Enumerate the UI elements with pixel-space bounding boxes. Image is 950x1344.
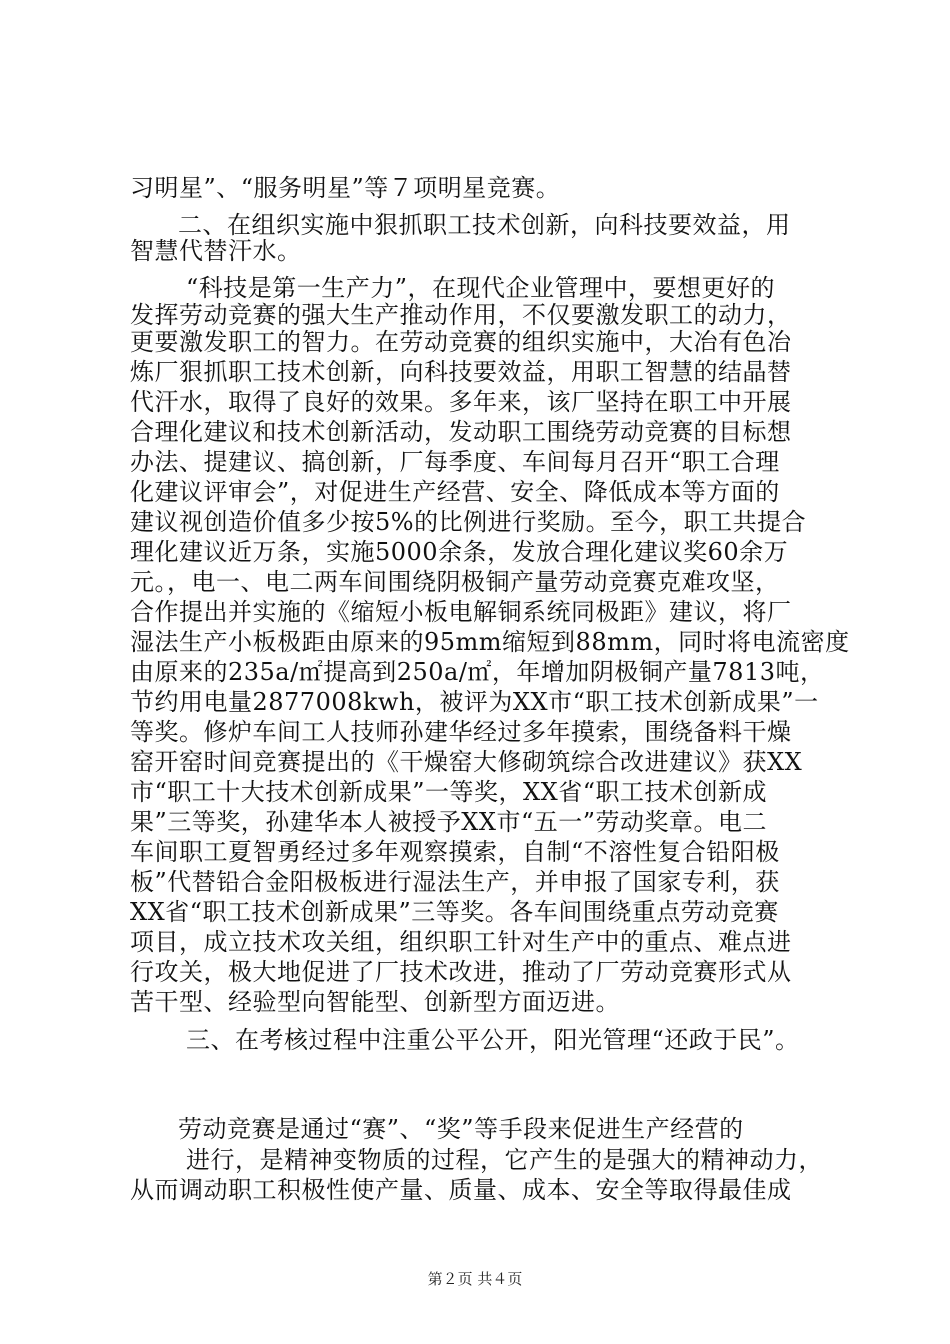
paragraph-line: 从而调动职工积极性使产量、质量、成本、安全等取得最佳成 bbox=[130, 1176, 792, 1204]
paragraph-line: 行攻关，极大地促进了厂技术改进，推动了厂劳动竞赛形式从 bbox=[130, 958, 792, 986]
section-heading-3: 三、在考核过程中注重公平公开，阳光管理“还政于民”。 bbox=[186, 1026, 800, 1054]
paragraph-line: 理化建议近万条，实施5000余条，发放合理化建议奖60余万 bbox=[130, 538, 789, 566]
paragraph-line: 习明星”、“服务明星”等７项明星竞赛。 bbox=[130, 174, 561, 202]
paragraph-line: 更要激发职工的智力。在劳动竞赛的组织实施中，大冶有色冶 bbox=[130, 328, 792, 356]
paragraph-line: “科技是第一生产力”，在现代企业管理中，要想更好的 bbox=[186, 274, 776, 302]
paragraph-line: 办法、提建议、搞创新，厂每季度、车间每月召开“职工合理 bbox=[130, 448, 780, 476]
paragraph-line: 建议视创造价值多少按5%的比例进行奖励。至今，职工共提合 bbox=[130, 508, 807, 536]
paragraph-line: 合作提出并实施的《缩短小板电解铜系统同极距》建议，将厂 bbox=[130, 598, 792, 626]
section-heading-2: 二、在组织实施中狠抓职工技术创新，向科技要效益，用 bbox=[178, 211, 791, 239]
section-heading-2-cont: 智慧代替汗水。 bbox=[130, 237, 302, 265]
paragraph-line: 项目，成立技术攻关组，组织职工针对生产中的重点、难点进 bbox=[130, 928, 792, 956]
paragraph-line: 合理化建议和技术创新活动，发动职工围绕劳动竞赛的目标想 bbox=[130, 418, 792, 446]
paragraph-line: 由原来的235a/㎡提高到250a/㎡，年增加阴极铜产量7813吨， bbox=[130, 658, 825, 686]
paragraph-line: 湿法生产小板极距由原来的95mm缩短到88mm，同时将电流密度 bbox=[130, 628, 850, 656]
paragraph-line: 节约用电量2877008kwh，被评为XX市“职工技术创新成果”一 bbox=[130, 688, 819, 716]
paragraph-line: 车间职工夏智勇经过多年观察摸索，自制“不溶性复合铅阳极 bbox=[130, 838, 780, 866]
paragraph-line: 等奖。修炉车间工人技师孙建华经过多年摸索，围绕备料干燥 bbox=[130, 718, 792, 746]
paragraph-line: 化建议评审会”，对促进生产经营、安全、降低成本等方面的 bbox=[130, 478, 780, 506]
paragraph-line: 苦干型、经验型向智能型、创新型方面迈进。 bbox=[130, 988, 620, 1016]
paragraph-line: 发挥劳动竞赛的强大生产推动作用，不仅要激发职工的动力， bbox=[130, 301, 792, 329]
paragraph-line: 板”代替铅合金阳极板进行湿法生产，并申报了国家专利，获 bbox=[130, 868, 780, 896]
page-number-footer: 第２页 共４页 bbox=[427, 1270, 523, 1288]
paragraph-line: XX省“职工技术创新成果”三等奖。各车间围绕重点劳动竞赛 bbox=[130, 898, 779, 926]
paragraph-line: 炼厂狠抓职工技术创新，向科技要效益，用职工智慧的结晶替 bbox=[130, 358, 792, 386]
paragraph-line: 市“职工十大技术创新成果”一等奖，XX省“职工技术创新成 bbox=[130, 778, 767, 806]
paragraph-line: 代汗水，取得了良好的效果。多年来，该厂坚持在职工中开展 bbox=[130, 388, 792, 416]
paragraph-line: 劳动竞赛是通过“赛”、“奖”等手段来促进生产经营的 bbox=[178, 1115, 744, 1143]
paragraph-line: 窑开窑时间竞赛提出的《干燥窑大修砌筑综合改进建议》获XX bbox=[130, 748, 803, 776]
paragraph-line: 元。，电一、电二两车间围绕阴极铜产量劳动竞赛克难攻坚， bbox=[130, 568, 780, 596]
paragraph-line: 果”三等奖，孙建华本人被授予XX市“五一”劳动奖章。电二 bbox=[130, 808, 767, 836]
paragraph-line: 进行，是精神变物质的过程，它产生的是强大的精神动力， bbox=[186, 1146, 823, 1174]
